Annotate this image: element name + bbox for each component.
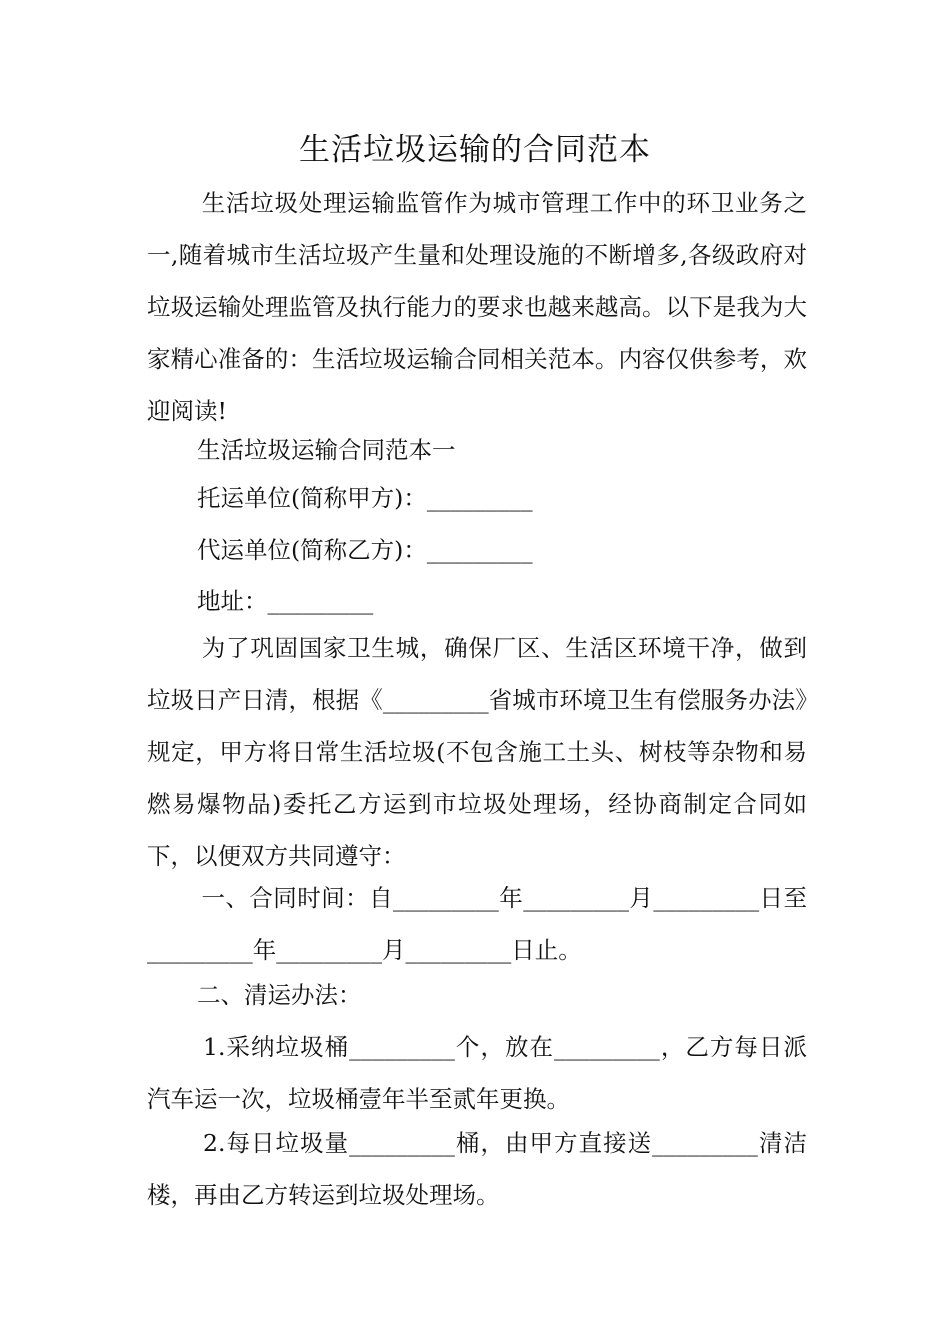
clause-2-heading: 二、清运办法：	[197, 981, 362, 1009]
section-heading: 生活垃圾运输合同范本一	[197, 436, 456, 464]
intro-text: 生活垃圾处理运输监管作为城市管理工作中的环卫业务之一,随着城市生活垃圾产生量和处理设施的不断增多,各级政府对垃圾运输处理监管及执行能力的要求也越来越高。以下是我为大家精心准备的：生活垃圾运输合同相关范本。内容仅供参考，欢迎阅读!	[147, 189, 807, 425]
consignor-line: 托运单位(简称甲方)：_________	[197, 484, 533, 512]
clause-2-item-2	[147, 1117, 807, 1221]
address-line: 地址：_________	[197, 587, 374, 615]
purpose-paragraph	[147, 622, 807, 882]
clause-2-item-1	[147, 1021, 807, 1125]
document-title: 生活垃圾运输的合同范本	[299, 132, 651, 168]
clause-1-paragraph	[147, 872, 807, 976]
intro-paragraph	[147, 177, 807, 437]
clause-2-item-1-text: 1.采纳垃圾桶_________个，放在_________，乙方每日派汽车运一次，垃圾桶壹年半至贰年更换。	[147, 1033, 807, 1113]
carrier-line: 代运单位(简称乙方)：_________	[197, 536, 533, 564]
purpose-text: 为了巩固国家卫生城，确保厂区、生活区环境干净，做到垃圾日产日清，根据《_________省城市环境卫生有偿服务办法》规定，甲方将日常生活垃圾(不包含施工土头、树枝等杂物和易燃易爆物品)委托乙方运到市垃圾处理场，经协商制定合同如下，以便双方共同遵守：	[147, 634, 807, 870]
clause-2-item-2-text: 2.每日垃圾量_________桶，由甲方直接送_________清洁楼，再由乙方转运到垃圾处理场。	[147, 1129, 807, 1209]
clause-1-text: 一、合同时间：自_________年_________月_________日至_________年_________月_________日止。	[147, 884, 807, 964]
